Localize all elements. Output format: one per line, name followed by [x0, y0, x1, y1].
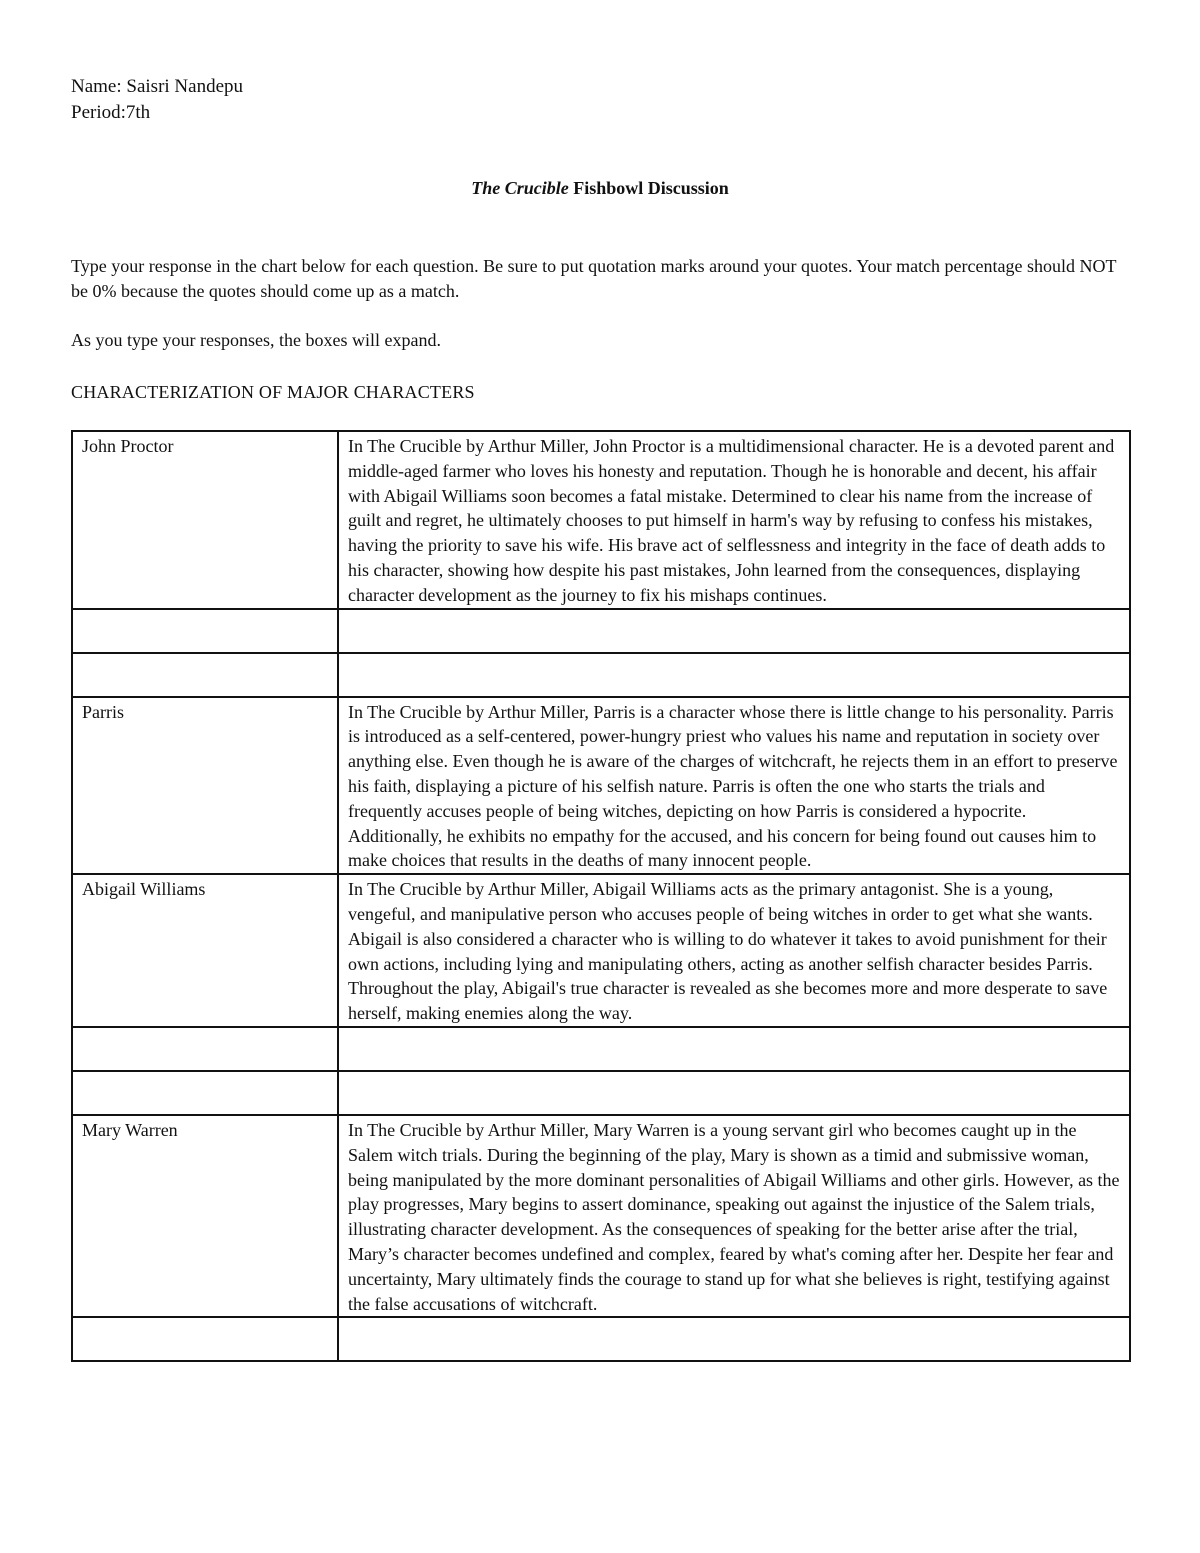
character-name-cell[interactable] [72, 653, 338, 697]
student-name: Name: Saisri Nandepu [71, 76, 244, 97]
character-name-cell[interactable]: Parris [72, 697, 338, 875]
character-name-cell[interactable] [72, 1317, 338, 1361]
characterization-table [71, 430, 1131, 1362]
student-period: Period:7th [71, 102, 151, 123]
table-row [72, 609, 1130, 653]
character-name-cell[interactable]: Mary Warren [72, 1115, 338, 1317]
response-cell[interactable]: In The Crucible by Arthur Miller, John Proctor is a multidimensional character. He is a devoted parent and middle-aged farmer who loves his honesty and reputation. Though he is honorable and decent, his affair with Abigail Williams soon becomes a fatal mistake. Determined to clear his name from the increase of guilt and regret, he ultimately chooses to put himself in harm's way by refusing to confess his mistakes, having the priority to save his wife. His brave act of selflessness and integrity in the face of death adds to his character, showing how despite his past mistakes, John learned from the consequences, displaying character development as the journey to fix his mishaps continues. [338, 431, 1130, 609]
response-cell[interactable] [338, 653, 1130, 697]
table-row [72, 653, 1130, 697]
instructions-paragraph: Type your response in the chart below for each question. Be sure to put quotation marks around your quotes. Your match percentage should NOT be 0% because the quotes should come up as a match. [71, 256, 1117, 301]
table-row [72, 1027, 1130, 1071]
response-cell[interactable] [338, 1317, 1130, 1361]
response-cell[interactable] [338, 1071, 1130, 1115]
table-row [72, 431, 1130, 609]
character-name-cell[interactable]: John Proctor [72, 431, 338, 609]
response-cell[interactable] [338, 1027, 1130, 1071]
table-row [72, 1317, 1130, 1361]
title-rest: Fishbowl Discussion [568, 178, 729, 198]
student-header [71, 74, 243, 126]
response-cell[interactable]: In The Crucible by Arthur Miller, Parris is a character whose there is little change to his personality. Parris is introduced as a self-centered, power-hungry priest who values his name and reputation in society over anything else. Even though he is aware of the charges of witchcraft, he rejects them in an effort to preserve his faith, displaying a picture of his selfish nature. Parris is often the one who starts the trials and frequently accuses people of being witches, depicting on how Parris is considered a hypocrite. Additionally, he exhibits no empathy for the accused, and his concern for being found out causes him to make choices that results in the deaths of many innocent people. [338, 697, 1130, 875]
table-row [72, 1115, 1130, 1317]
response-cell[interactable]: In The Crucible by Arthur Miller, Abigail Williams acts as the primary antagonist. She is a young, vengeful, and manipulative person who accuses people of being witches in order to get what she wants. Abigail is also considered a character who is willing to do whatever it takes to avoid punishment for their own actions, including lying and manipulating others, acting as another selfish character besides Parris. Throughout the play, Abigail's true character is revealed as she becomes more and more desperate to save herself, making enemies along the way. [338, 874, 1130, 1027]
expand-note: As you type your responses, the boxes will expand. [71, 330, 441, 350]
table-row [72, 1071, 1130, 1115]
response-cell[interactable] [338, 609, 1130, 653]
table-row [72, 697, 1130, 875]
character-name-cell[interactable] [72, 1071, 338, 1115]
document-title [0, 178, 1200, 199]
title-italic: The Crucible [471, 178, 569, 198]
table-row [72, 874, 1130, 1027]
character-name-cell[interactable] [72, 1027, 338, 1071]
character-name-cell[interactable] [72, 609, 338, 653]
response-cell[interactable]: In The Crucible by Arthur Miller, Mary Warren is a young servant girl who becomes caught up in the Salem witch trials. During the beginning of the play, Mary is shown as a timid and submissive woman, being manipulated by the more dominant personalities of Abigail Williams and other girls. However, as the play progresses, Mary begins to assert dominance, speaking out against the injustice of the Salem trials, illustrating character development. As the consequences of speaking for the better arise after the trial, Mary’s character becomes undefined and complex, feared by what's coming after her. Despite her fear and uncertainty, Mary ultimately finds the courage to stand up for what she believes is right, testifying against the false accusations of witchcraft. [338, 1115, 1130, 1317]
character-name-cell[interactable]: Abigail Williams [72, 874, 338, 1027]
section-heading: CHARACTERIZATION OF MAJOR CHARACTERS [71, 382, 475, 402]
